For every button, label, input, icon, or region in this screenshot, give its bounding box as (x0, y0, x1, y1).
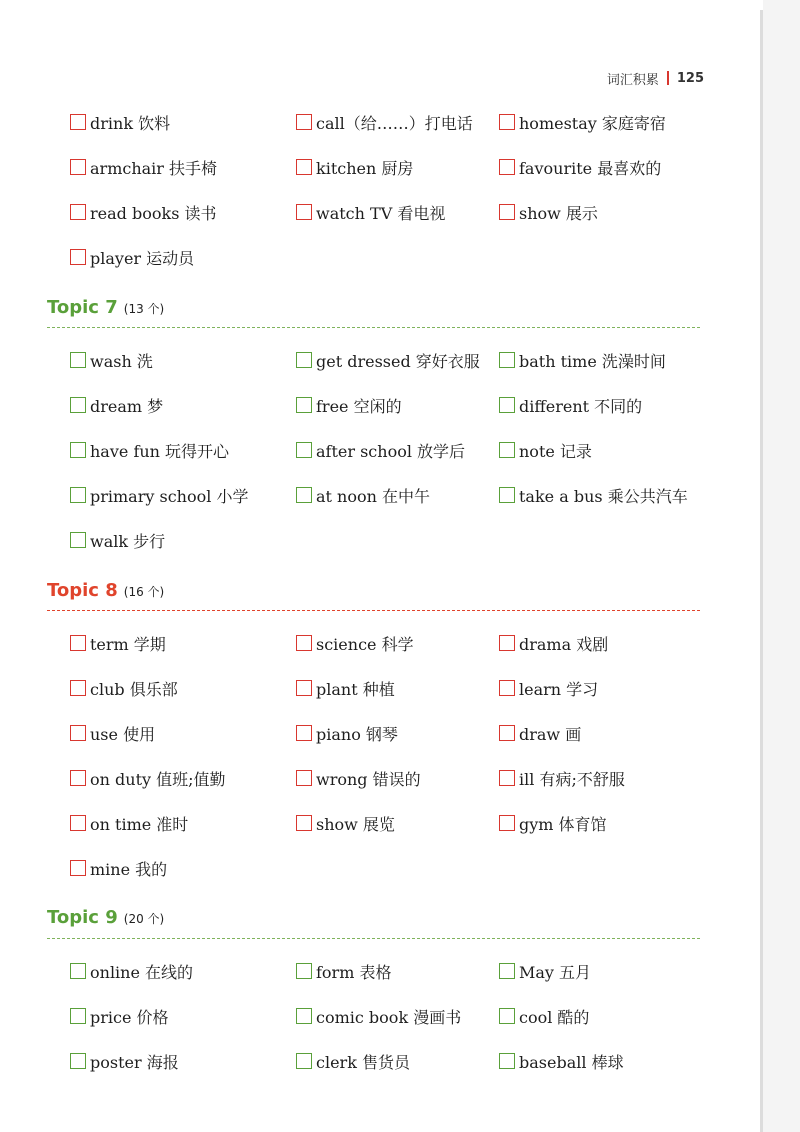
checkbox[interactable] (499, 114, 515, 130)
vocab-label: poster 海报 (90, 1052, 179, 1072)
vocab-item (499, 349, 666, 371)
vocab-label: dream 梦 (90, 396, 164, 416)
vocab-item (70, 812, 188, 834)
checkbox[interactable] (499, 815, 515, 831)
page-margin (763, 0, 800, 1132)
checkbox[interactable] (70, 532, 86, 548)
vocab-item (70, 767, 226, 789)
vocab-item (70, 156, 217, 178)
vocab-item (70, 632, 166, 654)
vocab-label: different 不同的 (519, 396, 643, 416)
checkbox[interactable] (296, 1053, 312, 1069)
vocab-item (296, 632, 414, 654)
vocab-item (70, 201, 217, 223)
vocab-label: primary school 小学 (90, 486, 249, 506)
vocab-item (296, 767, 421, 789)
vocab-label: draw 画 (519, 724, 582, 744)
vocab-item (499, 767, 625, 789)
checkbox[interactable] (296, 770, 312, 786)
vocab-item (499, 677, 598, 699)
vocab-label: read books 读书 (90, 203, 217, 223)
vocab-item (499, 960, 591, 982)
vocab-label: homestay 家庭寄宿 (519, 113, 666, 133)
checkbox[interactable] (70, 725, 86, 741)
checkbox[interactable] (70, 487, 86, 503)
vocab-item (499, 484, 688, 506)
checkbox[interactable] (499, 159, 515, 175)
page-header (607, 66, 704, 90)
checkbox[interactable] (70, 770, 86, 786)
vocab-label: after school 放学后 (316, 441, 466, 461)
vocab-item (499, 812, 607, 834)
vocab-item (70, 1005, 169, 1027)
checkbox[interactable] (499, 963, 515, 979)
vocab-item (296, 1050, 410, 1072)
vocab-label: science 科学 (316, 634, 414, 654)
vocab-item (70, 439, 229, 461)
checkbox[interactable] (296, 159, 312, 175)
topic-heading (47, 297, 164, 318)
topic-title: Topic 7 (47, 297, 118, 318)
vocab-label: kitchen 厨房 (316, 158, 414, 178)
vocab-label: free 空闲的 (316, 396, 402, 416)
checkbox[interactable] (70, 114, 86, 130)
checkbox[interactable] (70, 159, 86, 175)
checkbox[interactable] (70, 963, 86, 979)
vocab-label: walk 步行 (90, 531, 166, 551)
topic-heading (47, 907, 164, 928)
vocab-item (70, 722, 155, 744)
page-number: 125 (676, 70, 704, 86)
vocab-item (296, 201, 445, 223)
vocab-item (70, 246, 194, 268)
topic-divider (47, 938, 700, 939)
checkbox[interactable] (70, 249, 86, 265)
checkbox[interactable] (70, 1008, 86, 1024)
vocab-label: learn 学习 (519, 679, 599, 699)
checkbox[interactable] (296, 442, 312, 458)
vocab-item (296, 722, 398, 744)
vocab-label: cool 酷的 (519, 1007, 590, 1027)
vocab-item (296, 349, 480, 371)
vocab-label: drama 戏剧 (519, 634, 609, 654)
vocab-item (70, 960, 193, 982)
vocab-label: baseball 棒球 (519, 1052, 624, 1072)
vocab-item (70, 857, 167, 879)
vocab-item (296, 156, 413, 178)
vocab-item (499, 1050, 624, 1072)
checkbox[interactable] (70, 1053, 86, 1069)
vocab-label: online 在线的 (90, 962, 194, 982)
checkbox[interactable] (70, 204, 86, 220)
vocab-label: note 记录 (519, 441, 592, 461)
vocab-label: May 五月 (519, 962, 592, 982)
checkbox[interactable] (499, 1008, 515, 1024)
checkbox[interactable] (499, 770, 515, 786)
checkbox[interactable] (499, 1053, 515, 1069)
topic-divider (47, 327, 700, 328)
vocab-label: mine 我的 (90, 859, 168, 879)
vocab-item (296, 484, 430, 506)
vocab-item (70, 1050, 179, 1072)
vocab-label: wrong 错误的 (316, 769, 421, 789)
checkbox[interactable] (499, 204, 515, 220)
checkbox[interactable] (296, 204, 312, 220)
vocab-item (296, 1005, 461, 1027)
vocab-item (296, 394, 402, 416)
checkbox[interactable] (499, 487, 515, 503)
vocab-label: ill 有病;不舒服 (519, 769, 625, 789)
vocab-item (296, 439, 465, 461)
checkbox[interactable] (499, 442, 515, 458)
vocab-label: use 使用 (90, 724, 156, 744)
vocab-label: form 表格 (316, 962, 392, 982)
vocab-label: take a bus 乘公共汽车 (519, 486, 688, 506)
vocab-item (296, 812, 395, 834)
checkbox[interactable] (499, 725, 515, 741)
vocab-item (499, 156, 661, 178)
vocab-label: drink 饮料 (90, 113, 171, 133)
page-edge (760, 10, 763, 1132)
vocab-item (296, 677, 395, 699)
checkbox[interactable] (70, 635, 86, 651)
topic-title: Topic 8 (47, 580, 118, 601)
vocab-label: at noon 在中午 (316, 486, 431, 506)
vocab-label: comic book 漫画书 (316, 1007, 462, 1027)
vocab-item (70, 677, 178, 699)
checkbox[interactable] (499, 635, 515, 651)
vocab-label: get dressed 穿好衣服 (316, 351, 480, 371)
vocab-label: term 学期 (90, 634, 166, 654)
vocab-item (70, 111, 170, 133)
vocab-item (499, 632, 608, 654)
vocab-label: watch TV 看电视 (316, 203, 446, 223)
header-title: 词汇积累 (606, 72, 659, 88)
vocab-item (499, 201, 598, 223)
checkbox[interactable] (296, 815, 312, 831)
vocab-label: price 价格 (90, 1007, 169, 1027)
checkbox[interactable] (296, 352, 312, 368)
checkbox[interactable] (296, 635, 312, 651)
vocab-item (70, 394, 163, 416)
checkbox[interactable] (296, 397, 312, 413)
vocab-label: club 俱乐部 (90, 679, 178, 699)
vocab-label: show 展示 (519, 203, 598, 223)
vocab-item (70, 529, 165, 551)
vocab-label: plant 种植 (316, 679, 395, 699)
vocab-item (70, 484, 248, 506)
checkbox[interactable] (499, 352, 515, 368)
vocab-label: call（给……）打电话 (316, 113, 473, 133)
vocab-label: have fun 玩得开心 (90, 441, 230, 461)
checkbox[interactable] (70, 397, 86, 413)
checkbox[interactable] (296, 487, 312, 503)
vocab-label: player 运动员 (90, 248, 195, 268)
topic-count: (20 个) (123, 912, 165, 926)
checkbox[interactable] (499, 680, 515, 696)
topic-divider (47, 610, 700, 611)
vocab-label: wash 洗 (90, 351, 153, 371)
checkbox[interactable] (70, 860, 86, 876)
vocab-label: show 展览 (316, 814, 395, 834)
vocab-label: gym 体育馆 (519, 814, 607, 834)
vocab-label: armchair 扶手椅 (90, 158, 218, 178)
checkbox[interactable] (70, 815, 86, 831)
header-divider (667, 71, 669, 85)
vocab-item (296, 960, 391, 982)
vocab-label: piano 钢琴 (316, 724, 398, 744)
checkbox[interactable] (70, 442, 86, 458)
topic-heading (47, 580, 164, 601)
vocab-label: on time 准时 (90, 814, 189, 834)
vocab-item (499, 394, 642, 416)
topic-title: Topic 9 (47, 907, 118, 928)
topic-count: (16 个) (123, 585, 165, 599)
checkbox[interactable] (499, 397, 515, 413)
vocab-item (296, 111, 473, 133)
vocab-item (499, 722, 581, 744)
vocab-item (499, 1005, 589, 1027)
vocab-item (70, 349, 153, 371)
checkbox[interactable] (296, 114, 312, 130)
vocab-label: on duty 值班;值勤 (90, 769, 226, 789)
checkbox[interactable] (296, 1008, 312, 1024)
checkbox[interactable] (296, 725, 312, 741)
checkbox[interactable] (70, 352, 86, 368)
vocab-label: bath time 洗澡时间 (519, 351, 666, 371)
topic-count: (13 个) (123, 302, 165, 316)
checkbox[interactable] (296, 680, 312, 696)
vocab-item (499, 439, 592, 461)
vocab-item (499, 111, 666, 133)
checkbox[interactable] (70, 680, 86, 696)
checkbox[interactable] (296, 963, 312, 979)
vocab-label: clerk 售货员 (316, 1052, 410, 1072)
vocab-label: favourite 最喜欢的 (519, 158, 662, 178)
